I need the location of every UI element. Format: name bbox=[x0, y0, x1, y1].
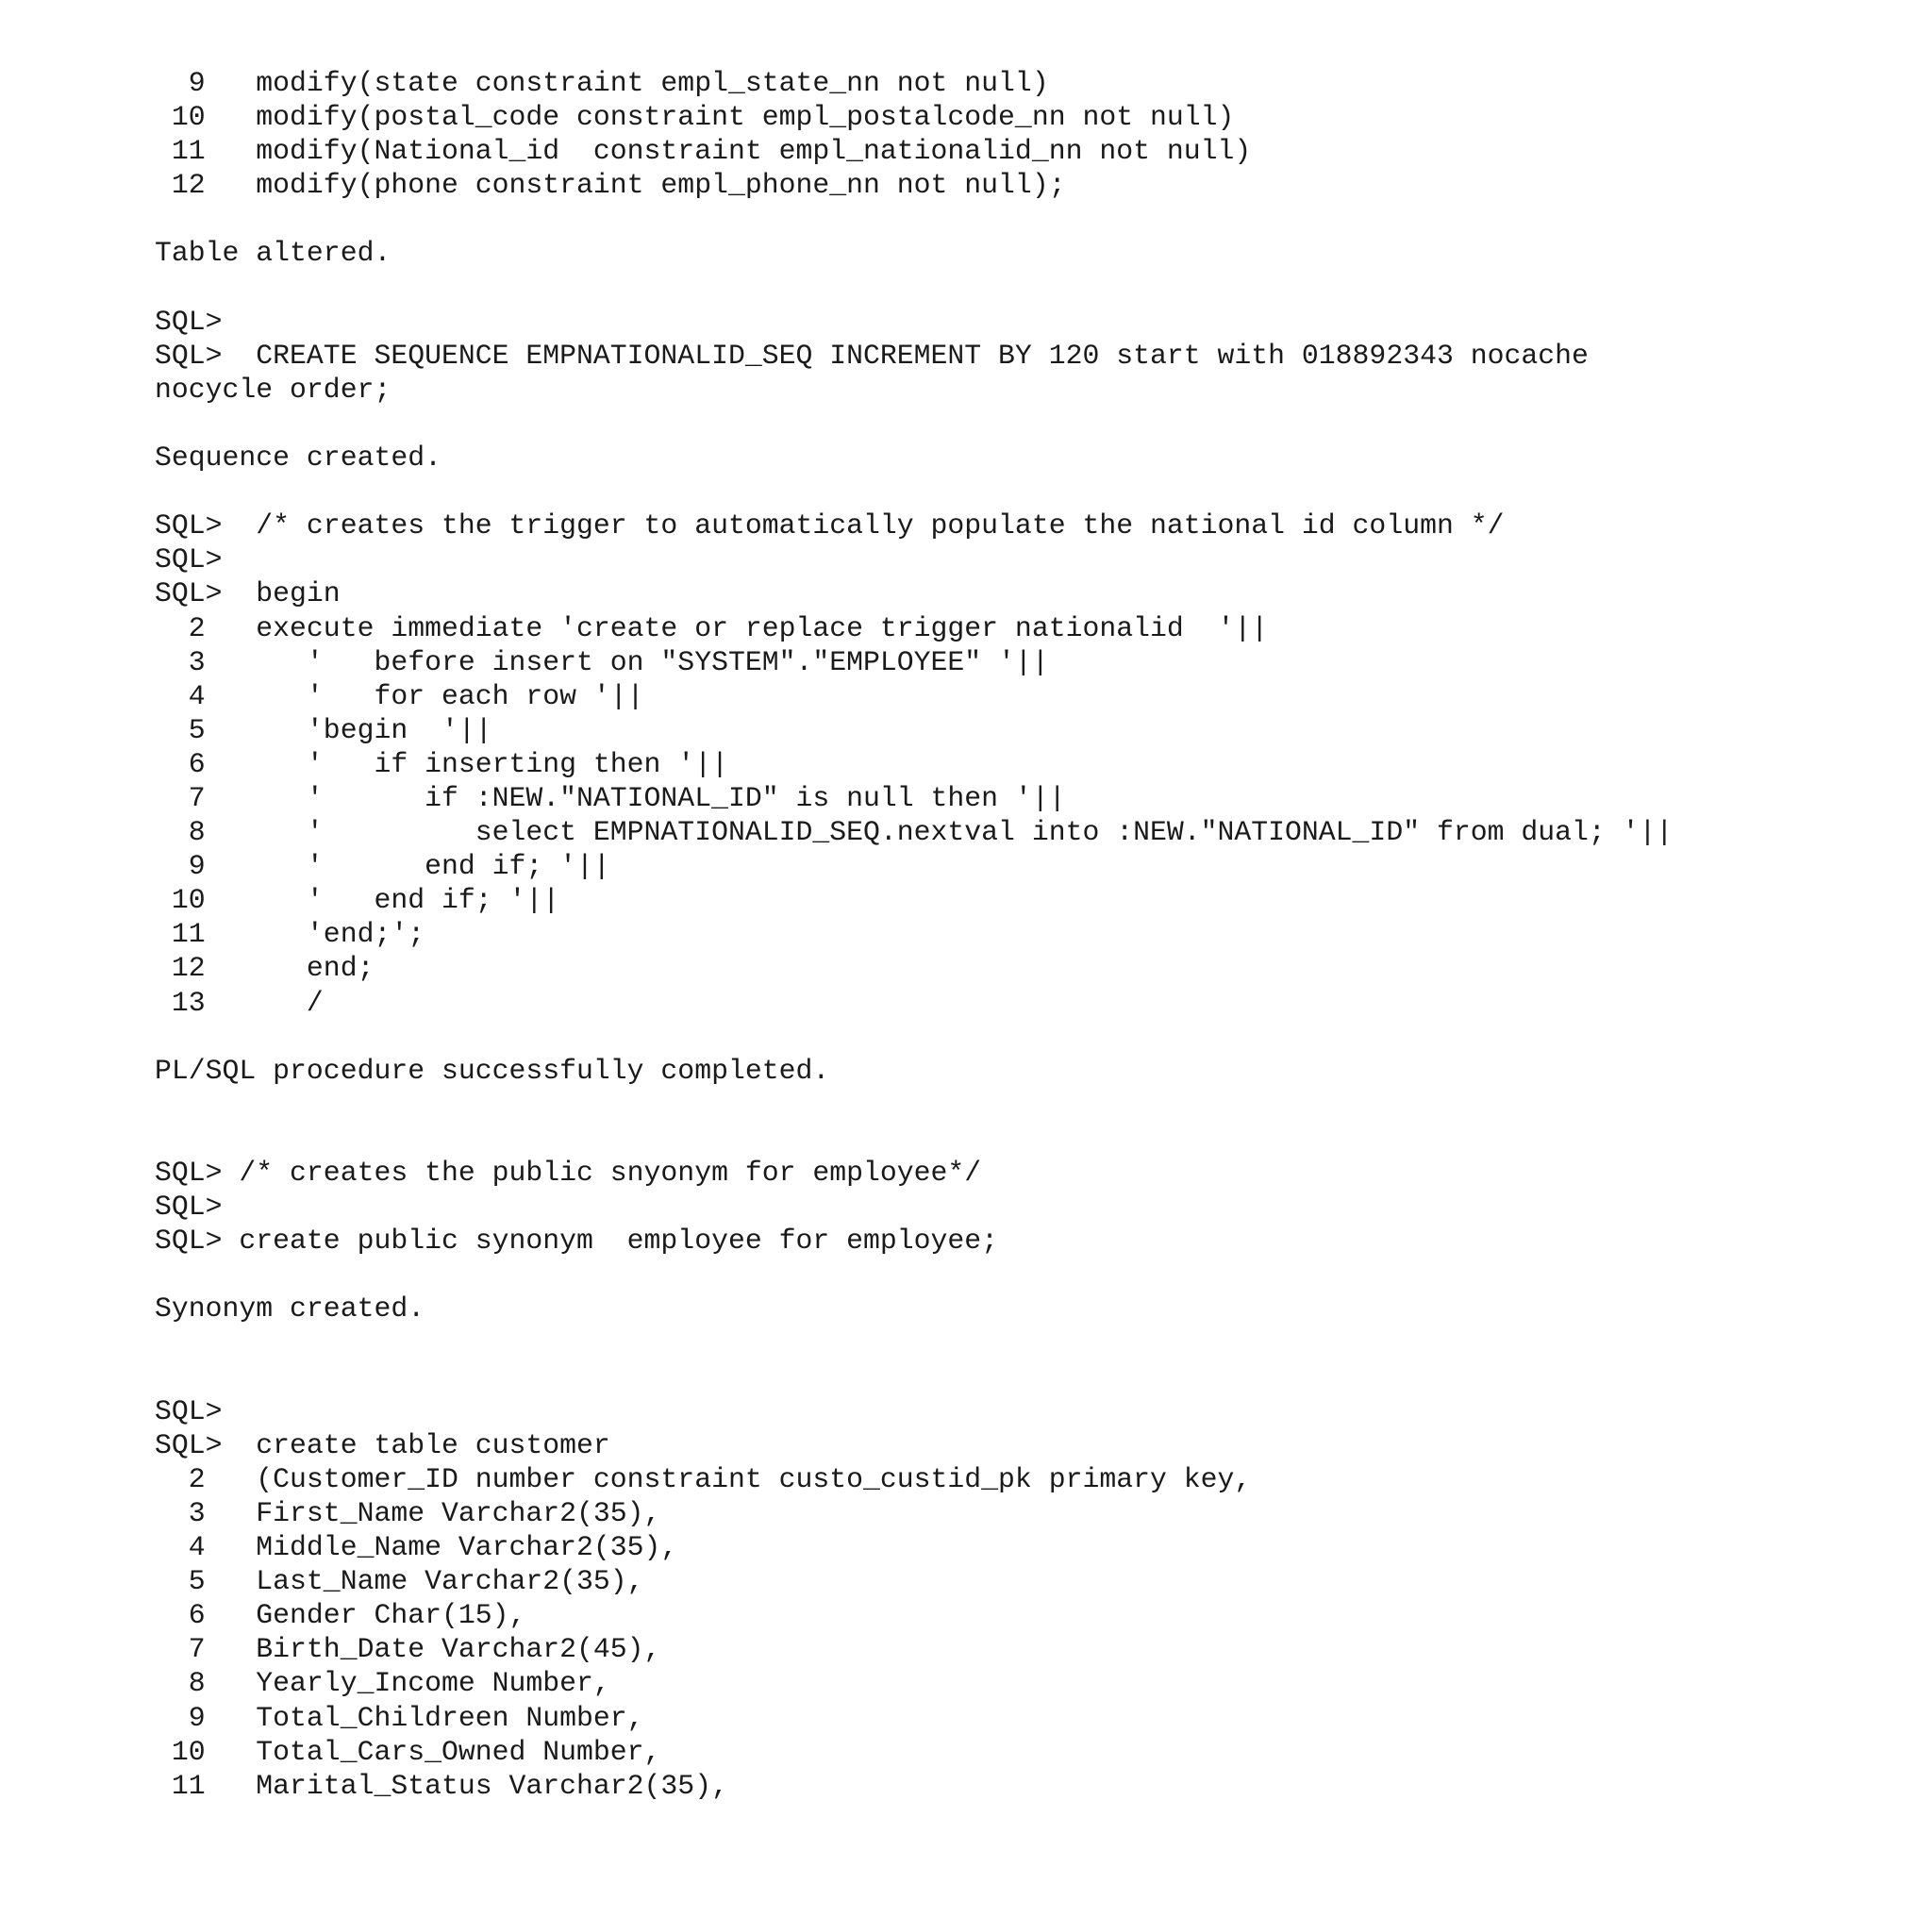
transcript-line: 7 Birth_Date Varchar2(45), bbox=[155, 1633, 661, 1666]
transcript-line: SQL> /* creates the trigger to automatically populate the national id column */ bbox=[155, 509, 1505, 542]
transcript-line: nocycle order; bbox=[155, 373, 391, 406]
transcript-line: SQL> create table customer bbox=[155, 1428, 610, 1461]
transcript-line: SQL> bbox=[155, 1191, 223, 1224]
transcript-line: 8 ' select EMPNATIONALID_SEQ.nextval into :NEW."NATIONAL_ID" from dual; '|| bbox=[155, 816, 1674, 849]
transcript-line: 5 Last_Name Varchar2(35), bbox=[155, 1565, 644, 1598]
transcript-line: 6 ' if inserting then '|| bbox=[155, 747, 728, 780]
transcript-line: 11 modify(National_id constraint empl_nationalid_nn not null) bbox=[155, 135, 1252, 168]
transcript-line bbox=[155, 1258, 1909, 1292]
transcript-line: 11 'end;'; bbox=[155, 918, 425, 951]
transcript-line: SQL> bbox=[155, 543, 223, 576]
transcript-line bbox=[155, 1122, 1909, 1156]
transcript-line: 4 Middle_Name Varchar2(35), bbox=[155, 1531, 678, 1564]
transcript-line bbox=[155, 1325, 1909, 1359]
sql-transcript bbox=[155, 66, 1909, 1803]
transcript-line: 3 ' before insert on "SYSTEM"."EMPLOYEE" '|| bbox=[155, 645, 1049, 678]
transcript-line bbox=[155, 1088, 1909, 1122]
transcript-line: 2 (Customer_ID number constraint custo_custid_pk primary key, bbox=[155, 1462, 1252, 1495]
transcript-line: 4 ' for each row '|| bbox=[155, 679, 644, 712]
transcript-line: PL/SQL procedure successfully completed. bbox=[155, 1054, 830, 1087]
transcript-line: 8 Yearly_Income Number, bbox=[155, 1667, 610, 1700]
transcript-line: 9 Total_Childreen Number, bbox=[155, 1701, 644, 1734]
transcript-line bbox=[155, 1360, 1909, 1394]
transcript-line: 13 / bbox=[155, 986, 324, 1019]
transcript-line: SQL> /* creates the public snyonym for employee*/ bbox=[155, 1157, 982, 1189]
transcript-line: 9 modify(state constraint empl_state_nn not null) bbox=[155, 67, 1049, 99]
transcript-line: 11 Marital_Status Varchar2(35), bbox=[155, 1769, 728, 1802]
transcript-line: 2 execute immediate 'create or replace trigger nationalid '|| bbox=[155, 611, 1269, 644]
transcript-line bbox=[155, 1020, 1909, 1054]
transcript-line: 3 First_Name Varchar2(35), bbox=[155, 1496, 661, 1529]
transcript-line: SQL> CREATE SEQUENCE EMPNATIONALID_SEQ INCREMENT BY 120 start with 018892343 nocache bbox=[155, 339, 1589, 372]
transcript-line bbox=[155, 202, 1909, 236]
transcript-line: 5 'begin '|| bbox=[155, 713, 492, 746]
transcript-line: SQL> create public synonym employee for employee; bbox=[155, 1225, 999, 1258]
transcript-line: SQL> bbox=[155, 1394, 223, 1427]
transcript-line: 12 modify(phone constraint empl_phone_nn not null); bbox=[155, 169, 1066, 202]
transcript-line: 10 Total_Cars_Owned Number, bbox=[155, 1735, 661, 1768]
transcript-line bbox=[155, 271, 1909, 305]
transcript-line: 12 end; bbox=[155, 952, 375, 985]
transcript-line: SQL> bbox=[155, 305, 223, 338]
transcript-line: 10 ' end if; '|| bbox=[155, 884, 560, 917]
transcript-line: Table altered. bbox=[155, 237, 391, 270]
transcript-line: 10 modify(postal_code constraint empl_postalcode_nn not null) bbox=[155, 101, 1235, 134]
transcript-line: 9 ' end if; '|| bbox=[155, 850, 610, 883]
transcript-line: 6 Gender Char(15), bbox=[155, 1599, 526, 1632]
transcript-line: 7 ' if :NEW."NATIONAL_ID" is null then '|| bbox=[155, 781, 1066, 814]
transcript-line bbox=[155, 407, 1909, 441]
transcript-line: SQL> begin bbox=[155, 577, 341, 610]
transcript-line bbox=[155, 475, 1909, 508]
transcript-line: Synonym created. bbox=[155, 1292, 425, 1325]
transcript-line: Sequence created. bbox=[155, 442, 441, 475]
